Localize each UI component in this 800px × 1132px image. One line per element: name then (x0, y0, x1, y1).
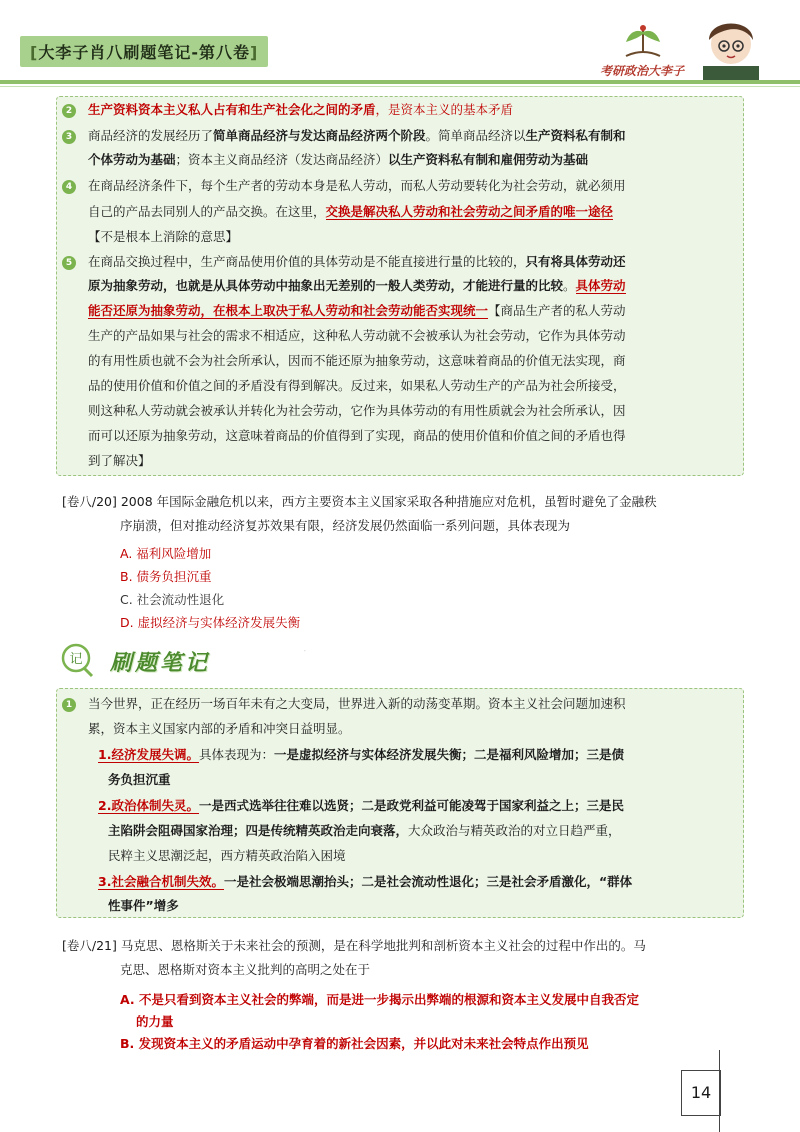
header-title: [大李子肖八刷题笔记-第八卷] (20, 36, 268, 67)
header-divider-thin (0, 86, 800, 87)
option-a: A. 不是只看到资本主义社会的弊端，而是进一步揭示出弊端的根源和资本主义发展中自我否定 (120, 992, 640, 1007)
point-3-line-1: 3.社会融合机制失效。一是社会极端思潮抬头；二是社会流动性退化；三是社会矛盾激化，“群体 (98, 874, 633, 889)
note-number: 1 (62, 698, 76, 712)
point-1-line-2: 务负担沉重 (108, 772, 171, 787)
header-divider (0, 80, 800, 84)
question-20-line-2: 序崩溃，但对推动经济复苏效果有限，经济发展仍然面临一系列问题，具体表现为 (120, 518, 571, 533)
note-5-line-6: 品的使用价值和价值之间的矛盾没有得到解决。反过来，如果私人劳动生产的产品为社会所接受， (88, 378, 626, 393)
option-d: D. 虚拟经济与实体经济发展失衡 (120, 615, 301, 630)
note-4-line-1: 在商品经济条件下，每个生产者的劳动本身是私人劳动，而私人劳动要转化为社会劳动，就必须用 (88, 178, 626, 193)
note-5-line-9: 到了解决】 (88, 453, 151, 468)
note-5-line-2: 原为抽象劳动，也就是从具体劳动中抽象出无差别的一般人类劳动，才能进行量的比较。具体劳动 (88, 278, 626, 293)
point-2-line-2: 主陷阱会阻碍国家治理；四是传统精英政治走向衰落，大众政治与精英政治的对立日趋严重， (108, 823, 621, 838)
note-5-line-3: 能否还原为抽象劳动，在根本上取决于私人劳动和社会劳动能否实现统一【商品生产者的私人劳动 (88, 303, 626, 318)
point-1-line-1: 1.经济发展失调。具体表现为：一是虚拟经济与实体经济发展失衡；二是福利风险增加；三是债 (98, 747, 624, 762)
svg-text:记: 记 (69, 652, 83, 667)
note-5-line-1: 在商品交换过程中，生产商品使用价值的具体劳动是不能直接进行量的比较的，只有将具体劳动还 (88, 254, 626, 269)
option-b: B. 债务负担沉重 (120, 569, 212, 584)
point-2-line-3: 民粹主义思潮泛起，西方精英政治陷入困境 (108, 848, 346, 863)
note-2: 生产资料资本主义私人占有和生产社会化之间的矛盾，是资本主义的基本矛盾 (88, 102, 514, 117)
note-3-line-1: 商品经济的发展经历了简单商品经济与发达商品经济两个阶段。简单商品经济以生产资料私有制和 (88, 128, 626, 143)
notes-badge-icon (60, 642, 96, 678)
section-heading: 刷题笔记 (110, 651, 211, 676)
note-1-line-2: 累，资本主义国家内部的矛盾和冲突日益明显。 (88, 721, 351, 736)
brand-logo-icon (618, 22, 668, 62)
note-3-line-2: 个体劳动为基础；资本主义商品经济（发达商品经济）以生产资料私有制和雇佣劳动为基础 (88, 152, 589, 167)
question-20-line-1: [卷八/20] 2008 年国际金融危机以来，西方主要资本主义国家采取各种措施应对危机，虽暂时避免了金融秩 (62, 494, 657, 509)
note-number: 4 (62, 180, 76, 194)
note-1-line-1: 当今世界，正在经历一场百年未有之大变局，世界进入新的动荡变革期。资本主义社会问题加速积 (88, 696, 626, 711)
question-21-line-2: 克思、恩格斯对资本主义批判的高明之处在于 (120, 962, 371, 977)
note-5-line-4: 生产的产品如果与社会的需求不相适应，这种私人劳动就不会被承认为社会劳动，它作为具体劳动 (88, 328, 626, 343)
option-a: A. 福利风险增加 (120, 546, 212, 561)
point-3-line-2: 性事件”增多 (108, 898, 179, 913)
option-a-continued: 的力量 (136, 1014, 174, 1029)
point-2-line-1: 2.政治体制失灵。一是西式选举往往难以选贤；二是政党利益可能凌驾于国家利益之上；三是民 (98, 798, 624, 813)
note-5-line-5: 的有用性质也就不会为社会所承认，因而不能还原为抽象劳动，这意味着商品的价值无法实现，商 (88, 353, 626, 368)
note-number: 3 (62, 130, 76, 144)
option-c: C. 社会流动性退化 (120, 592, 225, 607)
option-b: B. 发现资本主义的矛盾运动中孕育着的新社会因素，并以此对未来社会特点作出预见 (120, 1036, 589, 1051)
author-avatar (695, 10, 767, 82)
question-21-line-1: [卷八/21] 马克思、恩格斯关于未来社会的预测，是在科学地批判和剖析资本主义社会的过程中作出的。马 (62, 938, 646, 953)
note-5-line-7: 则这种私人劳动就会被承认并转化为社会劳动，它作为具体劳动的有用性质就会为社会所承认，因 (88, 403, 626, 418)
brand-name: 考研政治大李子 (600, 64, 685, 78)
watermark: · (300, 647, 312, 656)
page-number: 14 (681, 1070, 721, 1116)
note-4-line-2: 自己的产品去同别人的产品交换。在这里，交换是解决私人劳动和社会劳动之间矛盾的唯一途径 (88, 204, 614, 219)
note-5-line-8: 而可以还原为抽象劳动，这意味着商品的价值得到了实现，商品的使用价值和价值之间的矛盾也得 (88, 428, 626, 443)
note-number: 5 (62, 256, 76, 270)
note-number: 2 (62, 104, 76, 118)
note-4-line-3: 【不是根本上消除的意思】 (88, 229, 239, 244)
